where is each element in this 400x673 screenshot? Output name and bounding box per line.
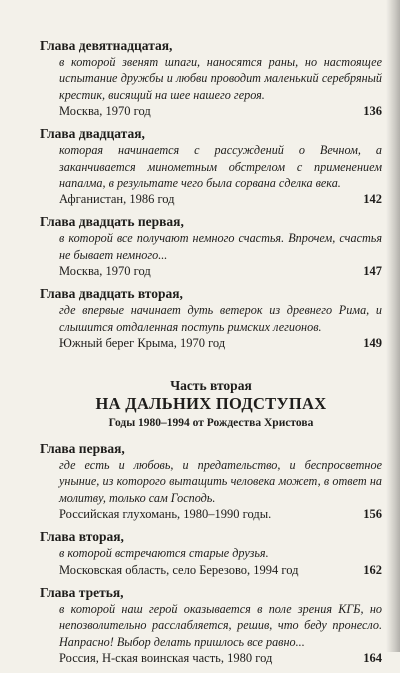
toc-entry[interactable] [40,38,382,119]
part-label: Часть вторая [170,378,252,394]
chapter-title: Глава двадцатая, [40,126,145,142]
chapter-description: в которой все получают немного счастья. Впрочем, счастья не бывает немного... [59,231,382,262]
part-heading [40,377,382,432]
chapter-title: Глава третья, [40,584,124,600]
chapter-page-number: 164 [363,650,382,665]
chapter-place: Россия, Н-ская воинская часть, 1980 год [59,650,273,665]
chapter-title: Глава вторая, [40,529,124,545]
chapter-place: Москва, 1970 год [59,104,151,119]
page-edge-shadow [386,0,400,652]
toc-entry[interactable] [40,286,382,351]
chapter-place: Афганистан, 1986 год [59,192,175,207]
chapter-page-number: 149 [363,336,382,351]
chapter-meta [40,263,382,279]
chapter-page-number: 156 [363,507,382,522]
chapter-meta [40,650,382,666]
chapter-page-number: 162 [363,562,382,577]
chapter-description: где впервые начинает дуть ветерок из древнего Рима, и слышится отдаленная поступь римских легионов. [59,303,382,334]
chapter-place: Московская область, село Березово, 1994 год [59,562,299,577]
toc-entry[interactable] [40,585,382,666]
chapter-description: в которой звенят шпаги, наносятся раны, но настоящее испытание дружбы и любви проводит маленький серебряный крестик, висящий на шее нашего героя. [59,55,382,102]
chapter-meta [40,562,382,578]
toc-entry[interactable] [40,441,382,522]
chapter-place: Москва, 1970 год [59,264,151,279]
chapter-page-number: 136 [363,104,382,119]
chapter-meta [40,506,382,522]
chapter-meta [40,191,382,207]
part-title: НА ДАЛЬНИХ ПОДСТУПАХ [95,394,327,414]
chapter-place: Российская глухомань, 1980–1990 годы. [59,507,272,522]
toc-entry[interactable] [40,214,382,279]
toc-entry[interactable] [40,126,382,207]
chapter-description: которая начинается с рассуждений о Вечном, а заканчивается минометным обстрелом с применением напалма, в результате чего была сорвана сделка века. [59,143,382,191]
part-subtitle: Годы 1980–1994 от Рождества Христова [108,417,314,430]
chapter-title: Глава двадцать вторая, [40,286,183,302]
chapter-page-number: 142 [363,192,382,207]
chapter-description: в которой наш герой оказывается в поле зрения КГБ, но непозволительно расслабляется, решив, что беду пронесло. Напрасно! Выбор делать пришлось все равно... [59,601,382,649]
chapter-meta [40,103,382,119]
chapter-page-number: 147 [363,264,382,279]
chapter-place: Южный берег Крыма, 1970 год [59,336,226,351]
chapter-title: Глава девятнадцатая, [40,38,173,53]
chapter-meta [40,335,382,351]
toc-entry[interactable] [40,529,382,577]
chapter-title: Глава первая, [40,441,125,457]
table-of-contents [40,38,382,673]
chapter-description: где есть и любовь, и предательство, и беспросветное уныние, из которого вытащить человека может, в ответ на молитву, только сам Господь. [59,458,382,505]
chapter-title: Глава двадцать первая, [40,214,184,230]
chapter-description: в которой встречаются старые друзья. [59,546,269,561]
